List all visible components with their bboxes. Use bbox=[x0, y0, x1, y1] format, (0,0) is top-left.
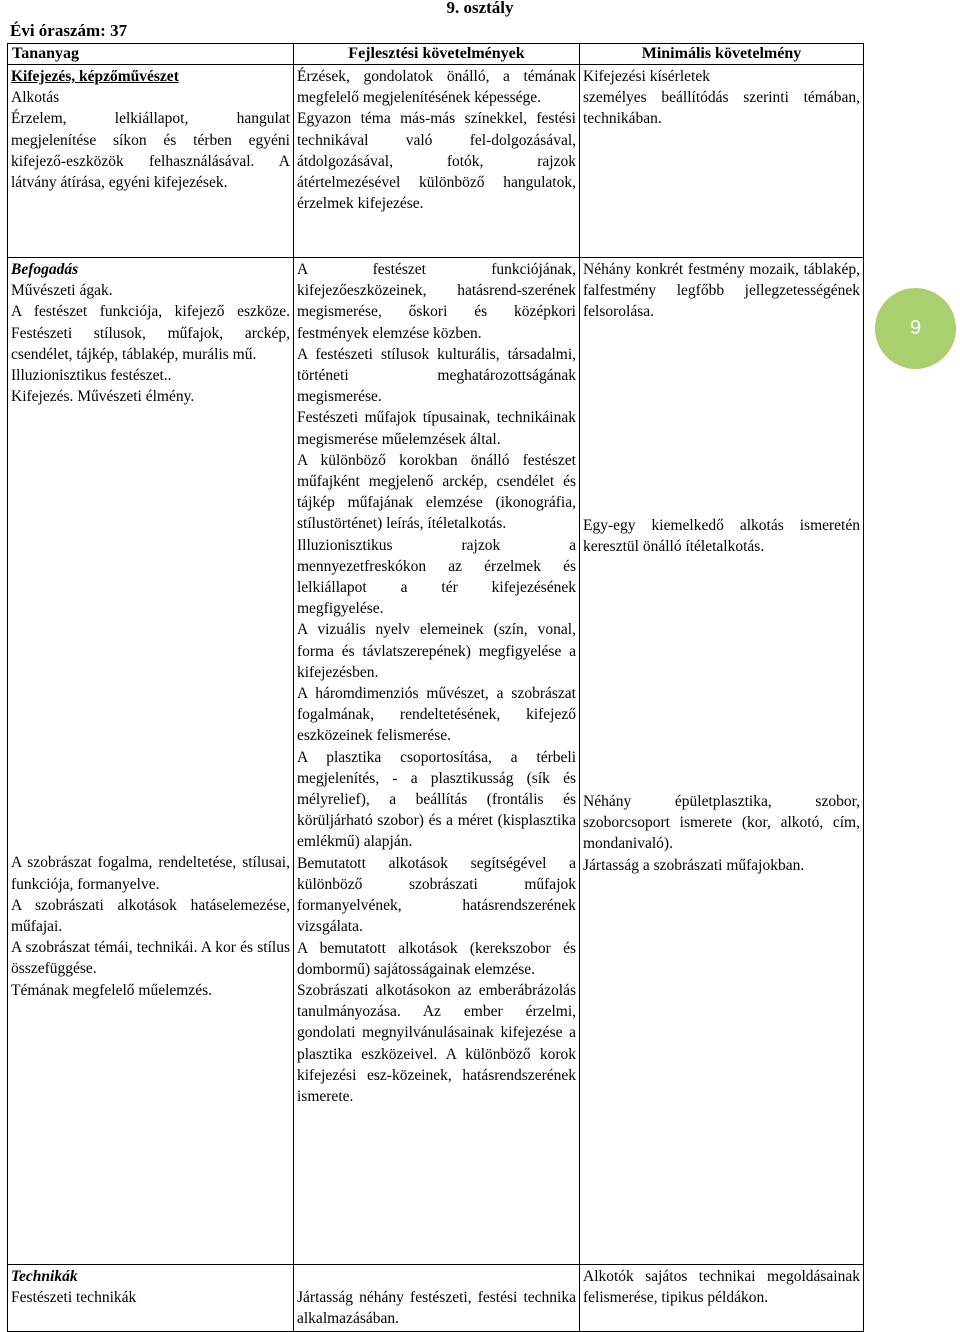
cell-text: Egyazon téma más-más színekkel, festési technikával való fel-dolgozásával, átdolgozásával, fotók, rajzok átértelmezésével különböző hangulatok, érzelmek kifejezése. bbox=[297, 110, 576, 213]
page-number-badge: 9 bbox=[875, 288, 956, 369]
cell-text: A festészeti stílusok kulturális, társadalmi, történeti meghatározottságának megismerése. bbox=[297, 345, 576, 406]
cell-fejlesztesi bbox=[294, 258, 580, 1265]
cell-fejlesztesi bbox=[294, 65, 580, 258]
cell-text: A szobrászat fogalma, rendeltetése, stílusai, funkciója, formanyelve. bbox=[11, 854, 290, 893]
cell-text: Néhány konkrét festmény mozaik, táblakép, falfestmény legfőbb jellegzetességének felsorolása. bbox=[583, 261, 860, 321]
cell-text: A szobrászat témái, technikái. A kor és stílus összefüggése. bbox=[11, 939, 290, 978]
cell-text: A plasztika csoportosítása, a térbeli megjelenítés, - a plasztikusság (sík és mélyrelief), a beállítás (frontális és körüljárható szobor) és a méret (kisplasztika emlékmű) alapján. bbox=[297, 748, 576, 851]
curriculum-table bbox=[7, 43, 864, 1332]
cell-text: Érzések, gondolatok önálló, a témának megfelelő megjelenítésének képessége. bbox=[297, 68, 576, 107]
cell-text: A különböző korokban önálló festészet műfajként megjelenő arckép, csendélet és tájkép műfajának elemzése (ikonográfia, stílustörténet) leírás, ítéletalkotás. bbox=[297, 451, 576, 533]
cell-tananyag bbox=[8, 1265, 294, 1332]
table-row bbox=[8, 258, 864, 1265]
table-row bbox=[8, 65, 864, 258]
cell-text: Érzelem, lelkiállapot, hangulat megjelenítése síkon és térben egyéni kifejező-eszközök felhasználásával. A látvány átírása, egyéni kifejezések. bbox=[11, 110, 290, 192]
cell-tananyag bbox=[8, 65, 294, 258]
section-heading: Befogadás bbox=[11, 261, 79, 278]
cell-fejlesztesi bbox=[294, 1265, 580, 1332]
spacer bbox=[297, 1266, 576, 1287]
table-header-row bbox=[8, 44, 864, 65]
cell-text: Témának megfelelő műelemzés. bbox=[11, 981, 212, 999]
cell-text: Szobrászati alkotásokon az emberábrázolás tanulmányozása. Az ember érzelmi, gondolati megnyilvánulásainak kifejezése a plasztika eszközeivel. A különböző korok kifejezési esz-közeinek, hatásrendszerének ismerete. bbox=[297, 981, 576, 1105]
spacer bbox=[11, 407, 290, 852]
spacer bbox=[583, 557, 860, 791]
cell-tananyag bbox=[8, 258, 294, 1265]
cell-text: Művészeti ágak. bbox=[11, 282, 113, 300]
cell-text: Festészeti műfajok típusainak, technikáinak megismerése műelemzések által. bbox=[297, 409, 576, 448]
cell-text: A vizuális nyelv elemeinek (szín, vonal, forma és távlatszerepének) megfigyelése a kifejezésben. bbox=[297, 621, 576, 681]
cell-text: Kifejezés. Művészeti élmény. bbox=[11, 388, 195, 406]
cell-text: Jártasság néhány festészeti, festési technika alkalmazásában. bbox=[297, 1289, 576, 1328]
annual-hours: Évi óraszám: 37 bbox=[10, 21, 128, 40]
cell-text: Illuzionisztikus festészet.. bbox=[11, 367, 172, 385]
cell-text: Illuzionisztikus rajzok a mennyezetfreskókon az érzelmek és lelkiállapot a tér kifejezésének megfigyelése. bbox=[297, 536, 576, 618]
cell-text: A háromdimenziós művészet, a szobrászat fogalmának, rendeltetésének, kifejező eszközeinek felismerése. bbox=[297, 685, 576, 745]
cell-minimalis bbox=[580, 1265, 864, 1332]
cell-text: Kifejezési kísérletek bbox=[583, 68, 710, 85]
cell-text: A festészet funkciója, kifejező eszköze. Festészeti stílusok, műfajok, arckép, csendélet, tájkép, táblakép, murális mű. bbox=[11, 303, 290, 363]
cell-text: Festészeti technikák bbox=[11, 1289, 137, 1307]
column-header-fejlesztesi: Fejlesztési követelmények bbox=[294, 44, 580, 65]
cell-text: A bemutatott alkotások (kerekszobor és dombormű) sajátosságainak elemzése. bbox=[297, 939, 576, 978]
grade-title: 9. osztály bbox=[446, 0, 514, 17]
cell-minimalis bbox=[580, 258, 864, 1265]
table-row bbox=[8, 1265, 864, 1332]
cell-text: Néhány épületplasztika, szobor, szoborcsoport ismerete (kor, alkotó, cím, mondanivaló). bbox=[583, 793, 860, 853]
column-header-tananyag: Tananyag bbox=[8, 44, 294, 65]
cell-text: A festészet funkciójának, kifejezőeszközeinek, hatásrend-szerének megismerése, őskori és középkori festmények elemzése közben. bbox=[297, 261, 576, 342]
cell-text: személyes beállítódás szerinti témában, technikában. bbox=[583, 89, 860, 128]
cell-text: A szobrászati alkotások hatáselemezése, műfajai. bbox=[11, 896, 290, 936]
column-header-minimalis: Minimális követelmény bbox=[580, 44, 864, 65]
section-heading: Kifejezés, képzőművészet bbox=[11, 68, 179, 85]
cell-text: Egy-egy kiemelkedő alkotás ismeretén keresztül önálló ítéletalkotás. bbox=[583, 516, 860, 555]
cell-text: Alkotók sajátos technikai megoldásainak felismerése, tipikus példákon. bbox=[583, 1268, 860, 1307]
cell-text: Bemutatott alkotások segítségével a különböző szobrászati műfajok formanyelvének, hatásrendszerének vizsgálata. bbox=[297, 854, 576, 936]
cell-text: Alkotás bbox=[11, 89, 60, 107]
cell-minimalis bbox=[580, 65, 864, 258]
spacer bbox=[583, 323, 860, 515]
section-heading: Technikák bbox=[11, 1268, 78, 1285]
cell-text: Jártasság a szobrászati műfajokban. bbox=[583, 856, 805, 874]
